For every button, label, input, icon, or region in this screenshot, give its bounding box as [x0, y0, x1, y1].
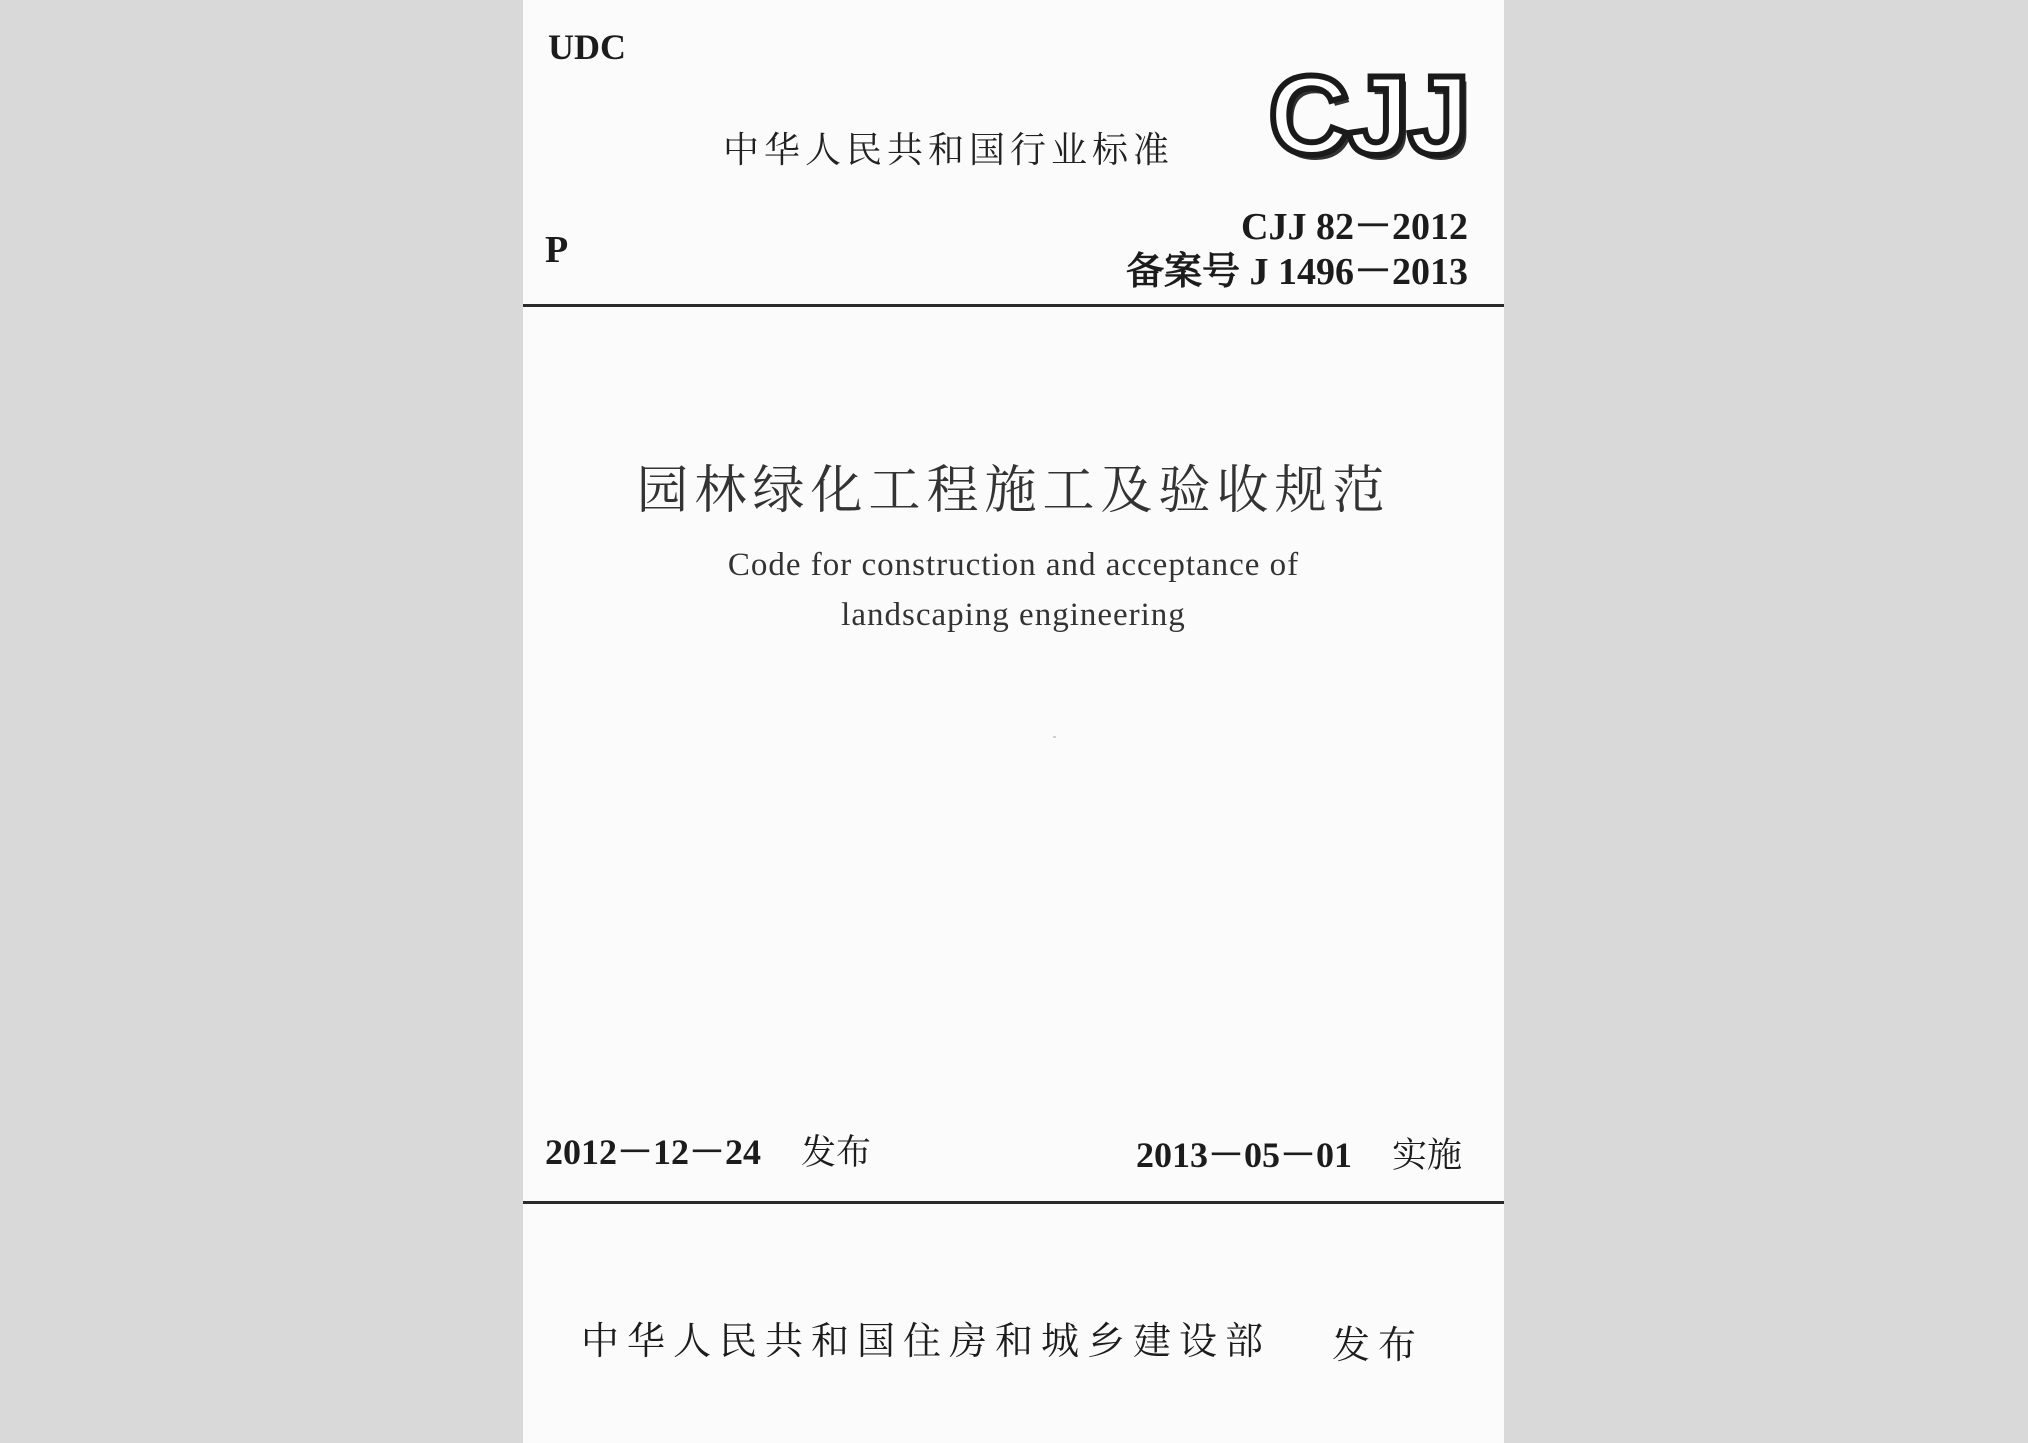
effective-date: 2013－05－01 [1135, 1135, 1352, 1175]
issue-date-block [545, 1124, 871, 1175]
title-english-line-2: landscaping engineering [841, 597, 1186, 633]
top-divider [523, 304, 1504, 307]
issue-date: 2012－12－24 [545, 1132, 762, 1172]
udc-label: UDC [548, 27, 626, 67]
record-number: 备案号 J 1496－2013 [1125, 251, 1468, 293]
industry-standard-heading: 中华人民共和国行业标准 [723, 130, 1175, 171]
publish-label: 发布 [1331, 1323, 1424, 1367]
bottom-divider [523, 1201, 1504, 1204]
standard-cover-page [523, 0, 1504, 1443]
standard-code: CJJ 82－2012 [1241, 206, 1468, 248]
issue-label: 发布 [801, 1133, 872, 1173]
title-chinese: 园林绿化工程施工及验收规范 [636, 461, 1391, 521]
publisher-name: 中华人民共和国住房和城乡建设部 [581, 1319, 1272, 1363]
effective-label: 实施 [1391, 1136, 1462, 1176]
title-english [523, 540, 1504, 640]
cjj-logo: CJJ [1268, 53, 1468, 178]
effective-date-block [1136, 1127, 1462, 1178]
scan-speck [1053, 736, 1056, 738]
title-english-line-1: Code for construction and acceptance of [727, 547, 1300, 583]
classification-label: P [545, 229, 569, 271]
